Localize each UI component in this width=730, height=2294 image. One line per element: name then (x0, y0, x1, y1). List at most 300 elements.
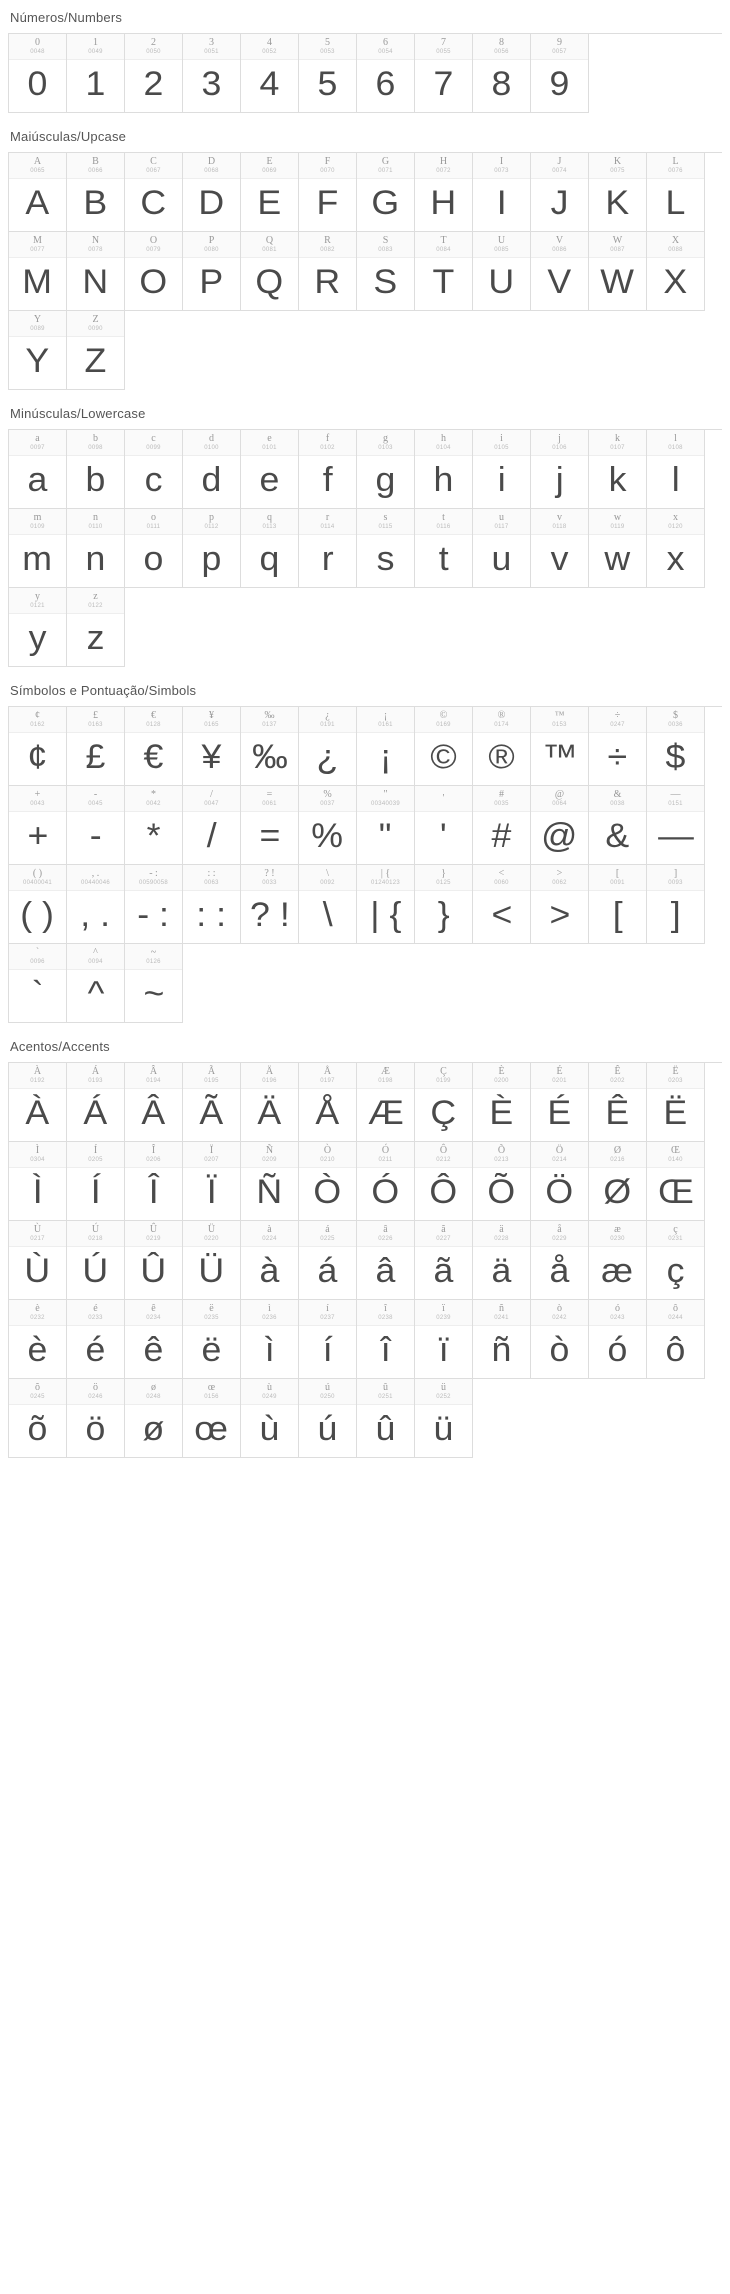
glyph-preview (647, 812, 704, 864)
glyph-preview (9, 535, 66, 587)
glyph-label: o (151, 512, 156, 523)
glyph-preview-text: Ù (24, 1252, 51, 1290)
glyph-label: & (613, 789, 622, 800)
glyph-code: 0062 (552, 880, 567, 886)
glyph-cell[interactable] (357, 509, 415, 588)
glyph-cell-header (241, 1379, 298, 1405)
glyph-preview-text: t (438, 540, 449, 578)
glyph-cell[interactable] (125, 1221, 183, 1300)
glyph-preview-text: ë (201, 1331, 222, 1369)
glyph-cell[interactable] (67, 865, 125, 944)
glyph-cell[interactable] (67, 1063, 125, 1142)
glyph-cell[interactable] (357, 34, 415, 113)
glyph-preview-text: £ (85, 738, 106, 776)
glyph-cell[interactable] (415, 34, 473, 113)
glyph-code: 0194 (146, 1078, 161, 1084)
glyph-cell[interactable] (183, 865, 241, 944)
glyph-cell[interactable] (125, 1142, 183, 1221)
glyph-cell[interactable] (531, 232, 589, 311)
glyph-cell[interactable] (357, 1300, 415, 1379)
glyph-label: - : (149, 868, 158, 879)
glyph-cell[interactable] (241, 34, 299, 113)
glyph-label: G (381, 156, 390, 167)
glyph-label: 1 (93, 37, 98, 48)
glyph-cell[interactable] (183, 786, 241, 865)
glyph-cell[interactable] (9, 707, 67, 786)
glyph-label: ã (441, 1224, 446, 1235)
glyph-cell[interactable] (9, 1379, 67, 1458)
glyph-code: 0250 (320, 1394, 335, 1400)
glyph-cell[interactable] (357, 707, 415, 786)
glyph-cell[interactable] (9, 1300, 67, 1379)
glyph-cell[interactable] (589, 509, 647, 588)
glyph-cell[interactable] (357, 1221, 415, 1300)
glyph-cell-header (357, 865, 414, 891)
glyph-preview-text: 2 (143, 65, 164, 103)
glyph-preview (589, 456, 646, 508)
glyph-cell[interactable] (9, 588, 67, 667)
glyph-label: c (151, 433, 156, 444)
glyph-cell[interactable] (183, 34, 241, 113)
glyph-cell[interactable] (647, 509, 705, 588)
glyph-preview (589, 1168, 646, 1220)
glyph-preview-text: í (322, 1331, 333, 1369)
glyph-preview (415, 1405, 472, 1457)
glyph-cell[interactable] (357, 786, 415, 865)
glyph-cell[interactable] (357, 1063, 415, 1142)
glyph-preview-text: - : (137, 896, 170, 934)
glyph-cell[interactable] (357, 153, 415, 232)
glyph-label: é (93, 1303, 98, 1314)
glyph-cell[interactable] (357, 232, 415, 311)
glyph-label: F (324, 156, 331, 167)
section-title: Minúsculas/Lowercase (10, 406, 146, 421)
glyph-cell[interactable] (531, 34, 589, 113)
glyph-preview-text: ö (85, 1410, 106, 1448)
glyph-label: t (442, 512, 445, 523)
glyph-cell[interactable] (125, 865, 183, 944)
glyph-cell-header (67, 588, 124, 614)
glyph-code: 0060 (494, 880, 509, 886)
glyph-cell-header (647, 865, 704, 891)
glyph-cell[interactable] (241, 1063, 299, 1142)
glyph-preview-text: k (608, 461, 627, 499)
glyph-cell[interactable] (9, 944, 67, 1023)
glyph-code: 0084 (436, 247, 451, 253)
glyph-cell[interactable] (183, 232, 241, 311)
glyph-cell[interactable] (415, 1063, 473, 1142)
glyph-preview (357, 1247, 414, 1299)
glyph-cell[interactable] (299, 34, 357, 113)
glyph-cell[interactable] (299, 509, 357, 588)
glyph-label: [ (615, 868, 620, 879)
glyph-cell[interactable] (125, 430, 183, 509)
glyph-code: 0079 (146, 247, 161, 253)
glyph-preview (9, 258, 66, 310)
glyph-cell[interactable] (647, 153, 705, 232)
glyph-cell[interactable] (299, 1379, 357, 1458)
glyph-label: Ò (323, 1145, 332, 1156)
glyph-preview-text: Ü (198, 1252, 225, 1290)
glyph-preview-text: Z (84, 342, 107, 380)
glyph-grid (8, 429, 722, 667)
glyph-cell[interactable] (531, 865, 589, 944)
glyph-cell-header (473, 153, 530, 179)
glyph-cell-header (241, 430, 298, 456)
glyph-cell[interactable] (9, 509, 67, 588)
glyph-cell[interactable] (357, 430, 415, 509)
glyph-cell[interactable] (647, 1300, 705, 1379)
glyph-cell[interactable] (415, 865, 473, 944)
glyph-cell[interactable] (415, 786, 473, 865)
glyph-cell[interactable] (589, 232, 647, 311)
glyph-cell[interactable] (125, 1063, 183, 1142)
glyph-cell[interactable] (183, 1300, 241, 1379)
glyph-label: l (674, 433, 677, 444)
glyph-cell[interactable] (9, 34, 67, 113)
glyph-cell[interactable] (531, 1142, 589, 1221)
glyph-cell[interactable] (67, 311, 125, 390)
glyph-code: 0047 (204, 801, 219, 807)
glyph-cell[interactable] (589, 865, 647, 944)
glyph-preview (531, 891, 588, 943)
glyph-cell[interactable] (589, 153, 647, 232)
glyph-cell-header (415, 34, 472, 60)
glyph-cell-header (473, 1142, 530, 1168)
glyph-cell[interactable] (473, 430, 531, 509)
glyph-cell-header (647, 1300, 704, 1326)
glyph-cell[interactable] (125, 707, 183, 786)
glyph-label: - (93, 789, 98, 800)
glyph-preview-text: È (489, 1094, 514, 1132)
glyph-cell[interactable] (531, 707, 589, 786)
glyph-cell[interactable] (125, 509, 183, 588)
glyph-cell-header (473, 1300, 530, 1326)
glyph-code: 0063 (204, 880, 219, 886)
glyph-cell[interactable] (241, 707, 299, 786)
glyph-label: V (555, 235, 564, 246)
glyph-cell-header (183, 232, 240, 258)
glyph-cell[interactable] (647, 707, 705, 786)
glyph-cell-header (125, 1063, 182, 1089)
glyph-label: ® (497, 710, 506, 721)
glyph-preview (357, 733, 414, 785)
glyph-preview-text: ' (440, 817, 447, 855)
glyph-preview (67, 60, 124, 112)
glyph-cell[interactable] (647, 865, 705, 944)
glyph-preview (589, 891, 646, 943)
glyph-cell[interactable] (415, 153, 473, 232)
glyph-cell[interactable] (183, 509, 241, 588)
glyph-preview-text: ã (433, 1252, 454, 1290)
glyph-label: k (615, 433, 620, 444)
glyph-cell[interactable] (299, 707, 357, 786)
glyph-cell[interactable] (589, 786, 647, 865)
glyph-preview (67, 1089, 124, 1141)
glyph-cell[interactable] (473, 865, 531, 944)
glyph-cell[interactable] (67, 1142, 125, 1221)
glyph-cell[interactable] (67, 232, 125, 311)
glyph-cell[interactable] (589, 430, 647, 509)
glyph-cell[interactable] (473, 153, 531, 232)
glyph-cell[interactable] (183, 1142, 241, 1221)
glyph-cell[interactable] (531, 1063, 589, 1142)
glyph-code: 0227 (436, 1236, 451, 1242)
glyph-cell[interactable] (531, 153, 589, 232)
glyph-cell[interactable] (647, 1142, 705, 1221)
glyph-cell[interactable] (299, 232, 357, 311)
glyph-cell[interactable] (473, 1142, 531, 1221)
glyph-label: Q (265, 235, 274, 246)
glyph-cell[interactable] (647, 786, 705, 865)
glyph-preview (299, 179, 356, 231)
glyph-label: b (93, 433, 98, 444)
glyph-preview-text: ÷ (607, 738, 628, 776)
glyph-code: 0094 (88, 959, 103, 965)
glyph-cell[interactable] (473, 786, 531, 865)
glyph-cell[interactable] (67, 1300, 125, 1379)
glyph-cell[interactable] (9, 153, 67, 232)
glyph-cell[interactable] (647, 232, 705, 311)
glyph-cell-header (415, 1300, 472, 1326)
glyph-code: 0065 (30, 168, 45, 174)
glyph-preview-text: Á (83, 1094, 108, 1132)
glyph-code: 0234 (146, 1315, 161, 1321)
glyph-preview (241, 535, 298, 587)
glyph-cell[interactable] (9, 865, 67, 944)
glyph-cell[interactable] (241, 1142, 299, 1221)
glyph-preview-text: 1 (85, 65, 106, 103)
glyph-cell[interactable] (67, 34, 125, 113)
glyph-code: 0200 (494, 1078, 509, 1084)
glyph-cell[interactable] (531, 786, 589, 865)
glyph-code: 0045 (88, 801, 103, 807)
glyph-cell[interactable] (241, 1379, 299, 1458)
glyph-cell[interactable] (589, 1142, 647, 1221)
glyph-cell-header (67, 1063, 124, 1089)
glyph-cell[interactable] (241, 1300, 299, 1379)
glyph-cell[interactable] (415, 430, 473, 509)
glyph-cell[interactable] (473, 1221, 531, 1300)
glyph-cell[interactable] (473, 707, 531, 786)
glyph-cell-header (647, 232, 704, 258)
glyph-preview (125, 1405, 182, 1457)
glyph-cell-header (9, 153, 66, 179)
glyph-cell[interactable] (67, 707, 125, 786)
glyph-cell[interactable] (9, 786, 67, 865)
glyph-preview (241, 891, 298, 943)
glyph-cell-header (125, 707, 182, 733)
glyph-preview-text: | { (369, 896, 402, 934)
glyph-cell[interactable] (241, 430, 299, 509)
glyph-cell[interactable] (299, 153, 357, 232)
glyph-cell[interactable] (67, 153, 125, 232)
glyph-cell[interactable] (647, 430, 705, 509)
glyph-preview (589, 1326, 646, 1378)
glyph-cell[interactable] (125, 1300, 183, 1379)
glyph-preview-text: y (28, 619, 47, 657)
glyph-cell[interactable] (183, 430, 241, 509)
glyph-cell[interactable] (241, 865, 299, 944)
glyph-cell[interactable] (241, 509, 299, 588)
glyph-cell[interactable] (299, 1063, 357, 1142)
glyph-cell[interactable] (473, 232, 531, 311)
glyph-preview (531, 535, 588, 587)
glyph-label: : : (207, 868, 216, 879)
glyph-preview (67, 456, 124, 508)
glyph-cell[interactable] (9, 1221, 67, 1300)
glyph-preview-text: i (497, 461, 506, 499)
glyph-label: E (266, 156, 273, 167)
glyph-cell[interactable] (183, 707, 241, 786)
glyph-code: 0102 (320, 445, 335, 451)
glyph-cell[interactable] (473, 509, 531, 588)
glyph-preview-text: r (321, 540, 334, 578)
glyph-label: m (33, 512, 42, 523)
glyph-cell[interactable] (357, 1142, 415, 1221)
glyph-cell[interactable] (67, 1379, 125, 1458)
glyph-preview-text: u (491, 540, 512, 578)
glyph-cell[interactable] (67, 509, 125, 588)
glyph-cell[interactable] (415, 232, 473, 311)
glyph-preview-text: Å (315, 1094, 340, 1132)
glyph-cell[interactable] (473, 34, 531, 113)
glyph-preview-text: ä (491, 1252, 512, 1290)
glyph-cell[interactable] (183, 1221, 241, 1300)
glyph-cell[interactable] (241, 786, 299, 865)
glyph-cell[interactable] (125, 1379, 183, 1458)
glyph-cell-header (241, 153, 298, 179)
glyph-cell-header (67, 232, 124, 258)
glyph-cell[interactable] (9, 430, 67, 509)
glyph-cell-header (183, 34, 240, 60)
glyph-cell-header (241, 232, 298, 258)
glyph-preview-text: W (600, 263, 635, 301)
glyph-preview (531, 1247, 588, 1299)
glyph-label: ¥ (209, 710, 214, 721)
glyph-cell-header (531, 707, 588, 733)
glyph-code: 0229 (552, 1236, 567, 1242)
glyph-cell[interactable] (299, 430, 357, 509)
glyph-cell[interactable] (589, 1300, 647, 1379)
glyph-label: € (151, 710, 156, 721)
glyph-cell[interactable] (589, 1221, 647, 1300)
glyph-label: f (325, 433, 330, 444)
glyph-cell[interactable] (125, 786, 183, 865)
glyph-cell[interactable] (415, 509, 473, 588)
glyph-cell[interactable] (473, 1300, 531, 1379)
glyph-code: 0049 (88, 49, 103, 55)
glyph-cell[interactable] (589, 1063, 647, 1142)
glyph-preview (125, 733, 182, 785)
glyph-preview (241, 1168, 298, 1220)
glyph-cell[interactable] (531, 1221, 589, 1300)
glyph-cell[interactable] (299, 865, 357, 944)
glyph-cell[interactable] (647, 1063, 705, 1142)
glyph-cell[interactable] (67, 944, 125, 1023)
glyph-preview-text: ô (665, 1331, 686, 1369)
glyph-cell[interactable] (125, 153, 183, 232)
glyph-cell[interactable] (9, 1142, 67, 1221)
glyph-preview (125, 179, 182, 231)
glyph-cell[interactable] (9, 1063, 67, 1142)
glyph-cell[interactable] (241, 232, 299, 311)
glyph-label: M (33, 235, 42, 246)
glyph-cell-header (357, 1300, 414, 1326)
glyph-code: 0214 (552, 1157, 567, 1163)
glyph-cell[interactable] (531, 430, 589, 509)
glyph-preview-text: ¿ (316, 738, 339, 776)
glyph-cell[interactable] (183, 153, 241, 232)
glyph-cell-header (125, 1221, 182, 1247)
glyph-preview-text: x (666, 540, 685, 578)
glyph-label: Å (323, 1066, 332, 1077)
glyph-cell-header (67, 509, 124, 535)
glyph-label: ' (442, 793, 445, 804)
glyph-cell-header (125, 1142, 182, 1168)
glyph-cell[interactable] (415, 1142, 473, 1221)
glyph-cell[interactable] (415, 1221, 473, 1300)
glyph-preview-text: = (259, 817, 280, 855)
glyph-cell[interactable] (647, 1221, 705, 1300)
glyph-cell[interactable] (241, 153, 299, 232)
glyph-preview-text: z (86, 619, 105, 657)
glyph-cell[interactable] (125, 34, 183, 113)
glyph-cell[interactable] (415, 1300, 473, 1379)
glyph-cell[interactable] (241, 1221, 299, 1300)
glyph-preview-text: , . (80, 896, 111, 934)
glyph-cell[interactable] (67, 1221, 125, 1300)
glyph-cell[interactable] (183, 1379, 241, 1458)
glyph-cell[interactable] (67, 588, 125, 667)
glyph-cell-header (9, 944, 66, 970)
glyph-cell[interactable] (183, 1063, 241, 1142)
glyph-cell[interactable] (415, 707, 473, 786)
glyph-cell[interactable] (9, 232, 67, 311)
glyph-label: 9 (557, 37, 562, 48)
glyph-code: 0191 (320, 722, 335, 728)
glyph-cell[interactable] (9, 311, 67, 390)
glyph-cell[interactable] (299, 1142, 357, 1221)
section-symbols (8, 673, 722, 1023)
glyph-cell[interactable] (357, 1379, 415, 1458)
glyph-cell[interactable] (67, 430, 125, 509)
glyph-label: N (91, 235, 100, 246)
glyph-cell[interactable] (357, 865, 415, 944)
glyph-cell-header (9, 865, 66, 891)
glyph-cell[interactable] (589, 707, 647, 786)
glyph-cell-header (125, 1379, 182, 1405)
glyph-cell[interactable] (299, 1300, 357, 1379)
glyph-cell[interactable] (473, 1063, 531, 1142)
glyph-cell[interactable] (125, 944, 183, 1023)
glyph-preview-text: + (27, 817, 48, 855)
glyph-cell[interactable] (125, 232, 183, 311)
glyph-preview (473, 891, 530, 943)
glyph-cell[interactable] (531, 509, 589, 588)
glyph-preview (473, 1168, 530, 1220)
glyph-cell[interactable] (67, 786, 125, 865)
glyph-code: 0153 (552, 722, 567, 728)
glyph-cell-header (67, 786, 124, 812)
glyph-cell[interactable] (531, 1300, 589, 1379)
glyph-preview (299, 891, 356, 943)
glyph-cell[interactable] (415, 1379, 473, 1458)
glyph-cell[interactable] (299, 786, 357, 865)
glyph-preview-text: Q (255, 263, 284, 301)
glyph-cell[interactable] (299, 1221, 357, 1300)
glyph-preview (531, 812, 588, 864)
